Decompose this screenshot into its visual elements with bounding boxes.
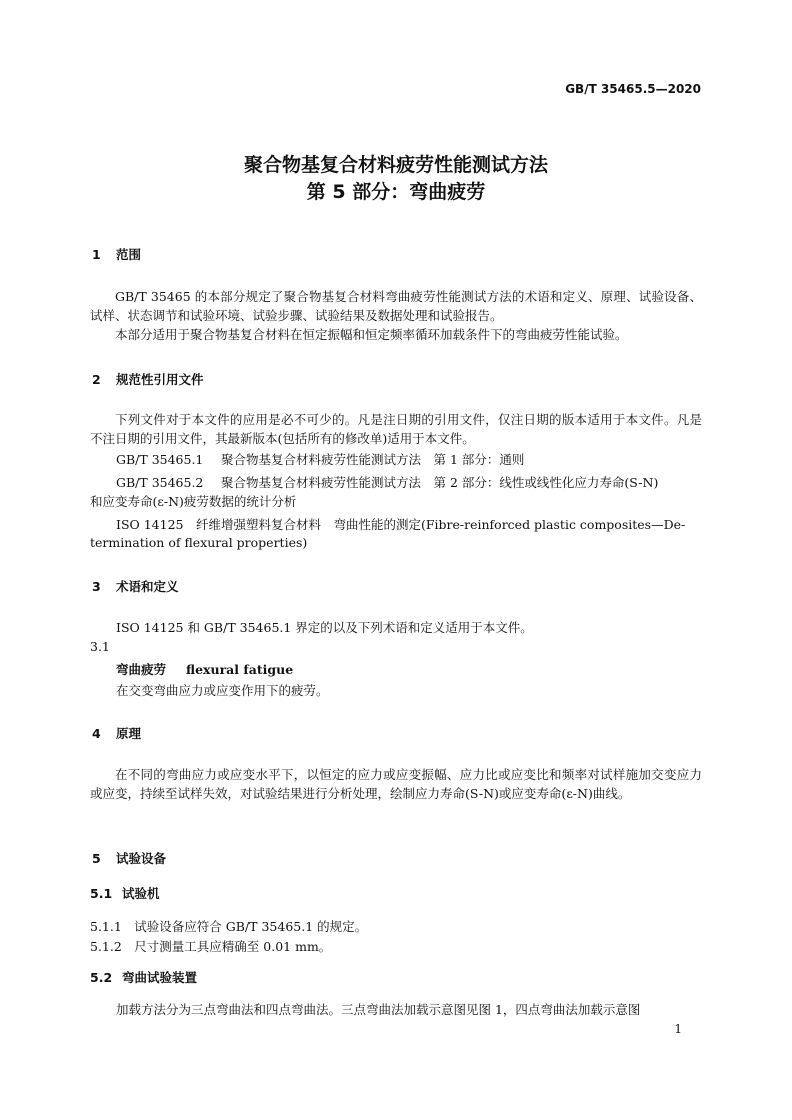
section-title: 规范性引用文件 [116,372,204,387]
section-5-heading [92,849,166,867]
subsection-title: 弯曲试验装置 [122,970,198,985]
paragraph: GB/T 35465 的本部分规定了聚合物基复合材料弯曲疲劳性能测试方法的术语和定义、原理、试验设备、试样、状态调节和试验环境、试验步骤、试验结果及数据处理和试验报告。 [90,289,702,323]
section-number: 3 [92,579,101,594]
section-title: 试验设备 [116,851,167,866]
section-number: 4 [92,726,101,741]
term-entry [116,660,293,678]
section-number: 1 [92,247,101,262]
section-4-heading [92,724,141,742]
document-title: 聚合物基复合材料疲劳性能测试方法 [243,154,548,176]
section-title: 术语和定义 [116,579,179,594]
reference-code: GB/T 35465.1 [116,452,204,467]
section-title: 原理 [116,726,142,741]
reference-title: 聚合物基复合材料疲劳性能测试方法 第 1 部分：通则 [221,452,525,467]
section-number: 5 [92,851,101,866]
term-definition: 在交变弯曲应力或应变作用下的疲劳。 [116,683,329,698]
section-title: 范围 [116,247,142,262]
reference-item: ISO 14125 纤维增强塑料复合材料 弯曲性能的测定(Fibre-reinforced plastic composites—De- [116,517,686,532]
subsection-number: 5.2 [90,970,113,985]
clause-5-1-1: 5.1.1 试验设备应符合 GB/T 35465.1 的规定。 [90,919,368,934]
term-chinese: 弯曲疲劳 [116,662,167,677]
term-english: flexural fatigue [186,662,294,677]
section-3-heading [92,577,179,595]
paragraph: 本部分适用于聚合物基复合材料在恒定振幅和恒定频率循环加载条件下的弯曲疲劳性能试验。 [115,327,628,342]
reference-continuation: termination of flexural properties) [90,535,308,550]
reference-item [116,473,658,491]
paragraph: ISO 14125 和 GB/T 35465.1 界定的以及下列术语和定义适用于本文件。 [116,620,533,635]
paragraph: 下列文件对于本文件的应用是必不可少的。凡是注日期的引用文件，仅注日期的版本适用于本文件。凡是不注日期的引用文件，其最新版本(包括所有的修改单)适用于本文件。 [90,412,702,446]
section-1-heading [92,245,141,263]
subsection-title: 试验机 [122,886,160,901]
paragraph: 加载方法分为三点弯曲法和四点弯曲法。三点弯曲法加载示意图见图 1，四点弯曲法加载示意图 [116,1002,641,1017]
section-number: 2 [92,372,101,387]
term-number: 3.1 [90,639,110,654]
standard-number: GB/T 35465.5—2020 [565,82,701,96]
subsection-5-2-heading [90,968,197,986]
reference-continuation: 和应变寿命(ε-N)疲劳数据的统计分析 [90,494,297,509]
clause-5-1-2: 5.1.2 尺寸测量工具应精确至 0.01 mm。 [90,939,332,954]
subsection-number: 5.1 [90,886,113,901]
page-number: 1 [674,1022,682,1036]
document-subtitle: 第 5 部分：弯曲疲劳 [306,181,486,203]
section-2-heading [92,370,204,388]
reference-title: 聚合物基复合材料疲劳性能测试方法 第 2 部分：线性或线性化应力寿命(S-N) [221,475,659,490]
reference-code: GB/T 35465.2 [116,475,204,490]
subsection-5-1-heading [90,884,160,902]
paragraph: 在不同的弯曲应力或应变水平下，以恒定的应力或应变振幅、应力比或应变比和频率对试样施加交变应力或应变，持续至试样失效，对试验结果进行分析处理，绘制应力寿命(S-N)或应变寿命(ε-N)曲线。 [90,767,702,801]
reference-item [116,450,524,468]
